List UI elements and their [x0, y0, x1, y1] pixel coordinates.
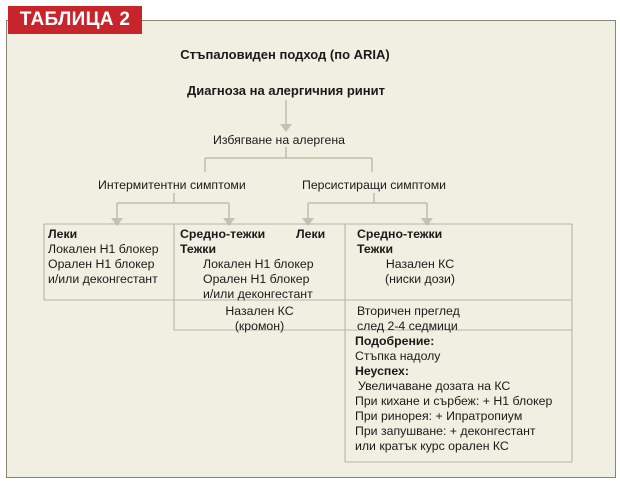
arrowhead-mild-persistent — [302, 218, 314, 226]
review-line: Вторичен преглед — [357, 304, 460, 318]
moderate-intermittent-heading: Тежки — [180, 242, 217, 256]
moderate-intermittent-extra: (кромон) — [234, 319, 285, 333]
mild-intermittent-heading: Леки — [48, 227, 78, 241]
failure-line: Увеличаване дозата на КС — [358, 379, 511, 393]
failure-line: При ринорея: + Ипратропиум — [355, 409, 523, 423]
moderate-intermittent-extra: Назален КС — [225, 304, 294, 318]
review-line: след 2-4 седмици — [357, 319, 458, 333]
diagnosis-node: Диагноза на алергичния ринит — [187, 83, 385, 98]
failure-line: При запушване: + деконгестант — [355, 424, 536, 438]
mild-intermittent-line: и/или деконгестант — [48, 272, 158, 286]
improvement-text: Стъпка надолу — [355, 349, 441, 363]
intermittent-node: Интермитентни симптоми — [98, 178, 246, 192]
moderate-intermittent-line: Локален Н1 блокер — [203, 257, 314, 271]
failure-line: или кратък курс орален КС — [355, 439, 509, 453]
arrowhead-avoidance — [280, 124, 292, 132]
arrowhead-mild-intermittent — [111, 218, 123, 226]
arrowhead-moderate-persistent — [421, 218, 433, 226]
avoidance-node: Избягване на алергена — [213, 133, 345, 147]
improvement-label: Подобрение: — [355, 334, 435, 348]
mild-intermittent-line: Орален Н1 блокер — [48, 257, 155, 271]
mild-persistent-heading: Леки — [296, 227, 326, 241]
failure-line: При кихане и сърбеж: + Н1 блокер — [355, 394, 553, 408]
moderate-intermittent-line: и/или деконгестант — [203, 287, 313, 301]
mild-intermittent-line: Локален Н1 блокер — [48, 242, 159, 256]
arrowhead-moderate-intermittent — [223, 218, 235, 226]
moderate-intermittent-heading: Средно-тежки — [180, 227, 266, 241]
failure-label: Неуспех: — [355, 364, 409, 378]
moderate-persistent-line: Назален КС — [385, 257, 455, 271]
moderate-persistent-heading: Средно-тежки — [357, 227, 443, 241]
table-header-badge: ТАБЛИЦА 2 — [8, 6, 142, 34]
moderate-persistent-line: (ниски дози) — [384, 272, 456, 286]
persistent-node: Персистиращи симптоми — [302, 178, 447, 192]
moderate-intermittent-line: Орален Н1 блокер — [203, 272, 310, 286]
moderate-persistent-heading: Тежки — [357, 242, 394, 256]
diagram-title: Стъпаловиден подход (по ARIA) — [180, 47, 390, 62]
